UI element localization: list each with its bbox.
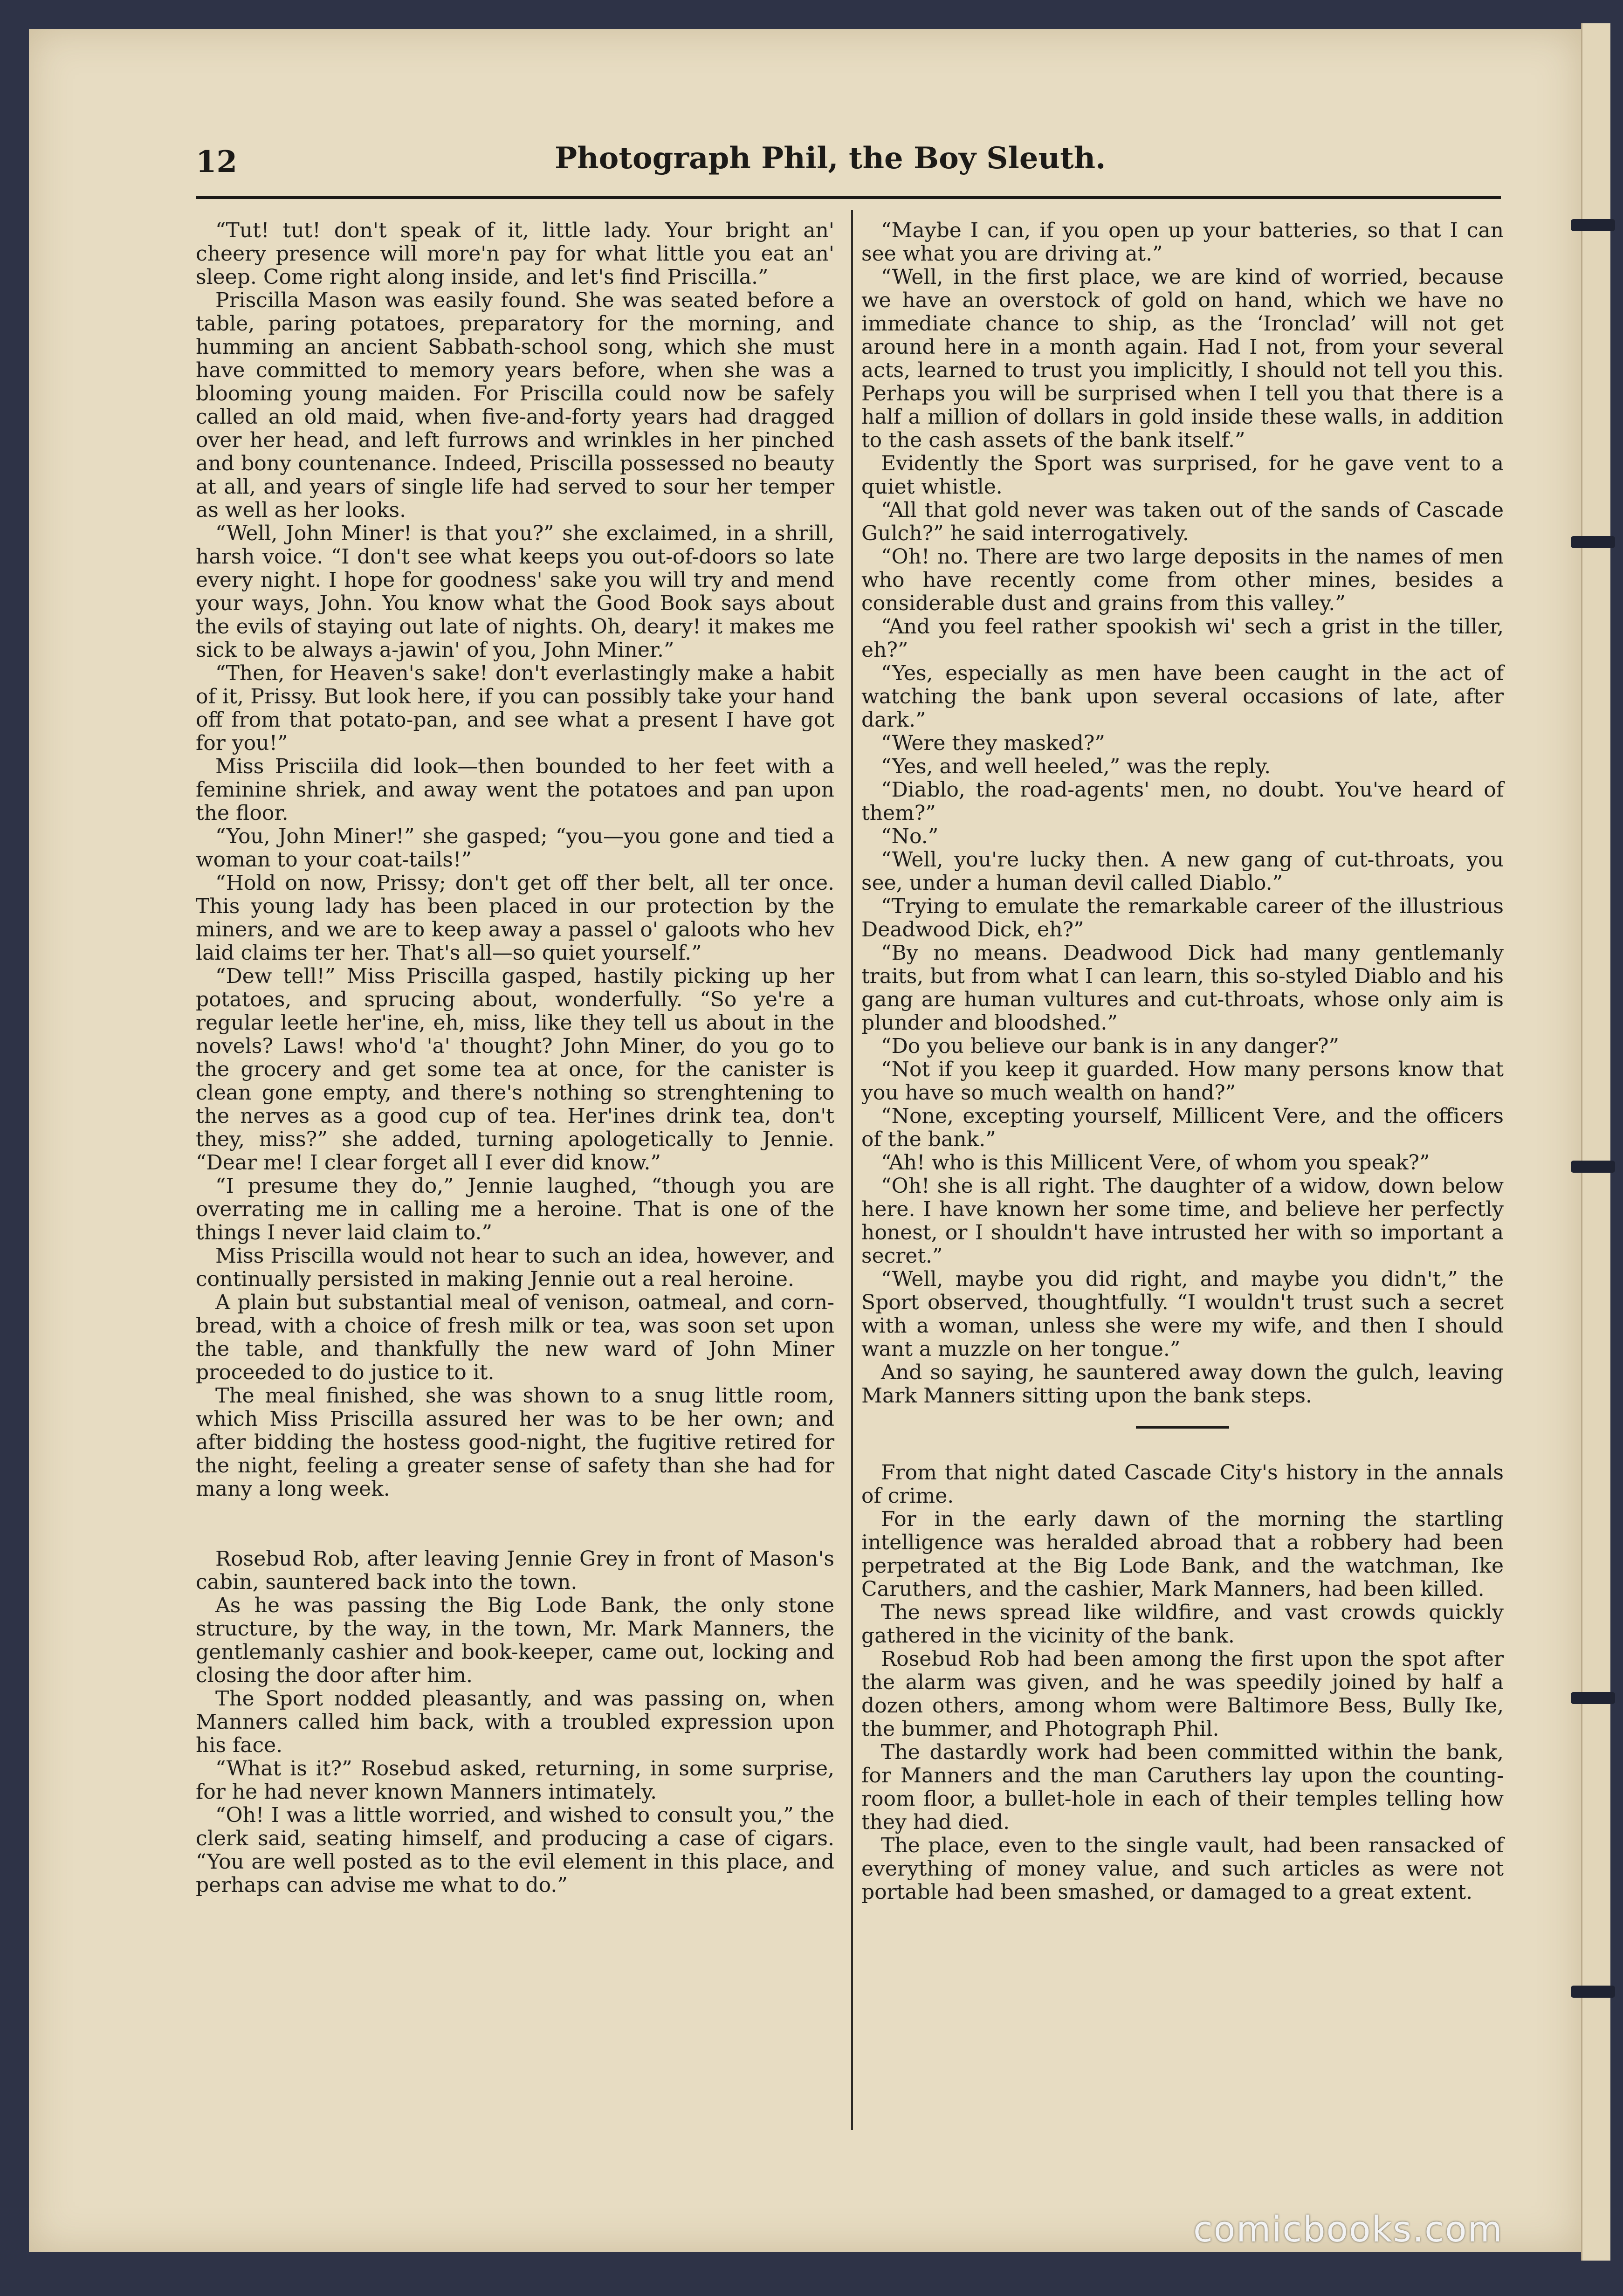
staple-mark-1 — [1571, 219, 1615, 231]
paragraph: “You, John Miner!” she gasped; “you—you gone and tied a woman to your coat-tails!” — [196, 825, 834, 872]
section-gap — [196, 1501, 834, 1547]
paragraph: Rosebud Rob, after leaving Jennie Grey in front of Mason's cabin, sauntered back into the town. — [196, 1547, 834, 1594]
paragraph: “Then, for Heaven's sake! don't everlastingly make a habit of it, Prissy. But look here, if you can possibly take your hand off from that potato-pan, and see what a present I have got for you!” — [196, 661, 834, 755]
left-column — [196, 219, 834, 1897]
paragraph: And so saying, he sauntered away down the gulch, leaving Mark Manners sitting upon the bank steps. — [861, 1361, 1504, 1408]
paragraph: As he was passing the Big Lode Bank, the only stone structure, by the way, in the town, Mr. Mark Manners, the gentlemanly cashier and book-keeper, came out, locking and closing the door after him. — [196, 1594, 834, 1687]
spine-edge — [1581, 23, 1610, 2261]
paragraph: “Well, in the first place, we are kind of worried, because we have an overstock of gold on hand, which we have no immediate chance to ship, as the ‘Ironclad’ will not get around here in a month again. Had I not, from your several acts, learned to trust you implicitly, I should not tell you this. Perhaps you will be surprised when I tell you that there is a half a million of dollars in gold inside these walls, in addition to the cash assets of the bank itself.” — [861, 265, 1504, 452]
paragraph: “No.” — [881, 825, 939, 848]
paragraph: “By no means. Deadwood Dick had many gentlemanly traits, but from what I can learn, this so-styled Diablo and his gang are human vultures and cut-throats, whose only aim is plunder and bloodshed.” — [861, 941, 1504, 1035]
paragraph: For in the early dawn of the morning the startling intelligence was heralded abroad that a robbery had been perpetrated at the Big Lode Bank, and the watchman, Ike Caruthers, and the cashier, Mark Manners, had been killed. — [861, 1507, 1504, 1601]
page-number: 12 — [196, 144, 238, 179]
paragraph: “None, excepting yourself, Millicent Vere, and the officers of the bank.” — [861, 1104, 1504, 1151]
staple-mark-4 — [1571, 1692, 1615, 1704]
column-divider — [851, 210, 853, 2130]
paragraph: “Trying to emulate the remarkable career of the illustrious Deadwood Dick, eh?” — [861, 894, 1504, 942]
paragraph: A plain but substantial meal of venison, oatmeal, and corn-bread, with a choice of fresh milk or tea, was soon set upon the table, and thankfully the new ward of John Miner proceeded to do justice to it. — [196, 1291, 834, 1384]
staple-mark-2 — [1571, 536, 1615, 548]
section-rule — [1136, 1426, 1229, 1429]
paragraph: Evidently the Sport was surprised, for he gave vent to a quiet whistle. — [861, 452, 1504, 499]
paragraph: “Ah! who is this Millicent Vere, of whom you speak?” — [881, 1151, 1430, 1175]
paragraph: “Do you believe our bank is in any danger?” — [881, 1034, 1339, 1058]
paragraph: “Not if you keep it guarded. How many persons know that you have so much wealth on hand?” — [861, 1058, 1504, 1105]
paragraph: “Oh! I was a little worried, and wished to consult you,” the clerk said, seating himself, and producing a case of cigars. “You are well posted as to the evil element in this place, and perhaps can advise me what to do.” — [196, 1803, 834, 1897]
watermark-text: comicbooks.com — [1193, 2208, 1503, 2250]
paragraph: “Well, maybe you did right, and maybe you didn't,” the Sport observed, thoughtfully. “I wouldn't trust such a secret with a woman, unless she were my wife, and then I should want a muzzle on her tongue.” — [861, 1267, 1504, 1361]
header-rule — [196, 196, 1501, 199]
paragraph: “Oh! she is all right. The daughter of a widow, down below here. I have known her some time, and believe her perfectly honest, or I shouldn't have intrusted her with so important a secret.” — [861, 1174, 1504, 1268]
paragraph: “Well, you're lucky then. A new gang of cut-throats, you see, under a human devil called Diablo.” — [861, 848, 1504, 895]
paragraph: The Sport nodded pleasantly, and was passing on, when Manners called him back, with a troubled expression upon his face. — [196, 1687, 834, 1757]
paragraph: “Diablo, the road-agents' men, no doubt. You've heard of them?” — [861, 778, 1504, 825]
paragraph: The meal finished, she was shown to a snug little room, which Miss Priscilla assured her was to be her own; and after bidding the hostess good-night, the fugitive retired for the night, feeling a greater sense of safety than she had for many a long week. — [196, 1384, 834, 1501]
paragraph: “Well, John Miner! is that you?” she exclaimed, in a shrill, harsh voice. “I don't see what keeps you out-of-doors so late every night. I hope for goodness' sake you will try and mend your ways, John. You know what the Good Book says about the evils of staying out late of nights. Oh, deary! it makes me sick to be always a-jawin' of you, John Miner.” — [196, 522, 834, 662]
paragraph: “Hold on now, Prissy; don't get off ther belt, all ter once. This young lady has been placed in our protection by the miners, and we are to keep away a passel o' galoots who hev laid claims ter her. That's all—so quiet yourself.” — [196, 871, 834, 965]
paragraph: “All that gold never was taken out of the sands of Cascade Gulch?” he said interrogatively. — [861, 498, 1504, 545]
running-title: Photograph Phil, the Boy Sleuth. — [555, 141, 1106, 176]
paragraph: Miss Prisciila did look—then bounded to her feet with a feminine shriek, and away went the potatoes and pan upon the floor. — [196, 755, 834, 825]
paragraph: “Were they masked?” — [881, 731, 1105, 755]
paragraph: “Yes, and well heeled,” was the reply. — [881, 755, 1271, 778]
staple-mark-5 — [1571, 1986, 1615, 1998]
paragraph: From that night dated Cascade City's history in the annals of crime. — [861, 1461, 1504, 1508]
paragraph: Rosebud Rob had been among the first upon the spot after the alarm was given, and he was speedily joined by half a dozen others, among whom were Baltimore Bess, Bully Ike, the bummer, and Photograph Phil. — [861, 1647, 1504, 1741]
staple-mark-3 — [1571, 1161, 1615, 1173]
paragraph: The news spread like wildfire, and vast crowds quickly gathered in the vicinity of the bank. — [861, 1601, 1504, 1648]
paragraph: “Oh! no. There are two large deposits in the names of men who have recently come from other mines, besides a considerable dust and grains from this valley.” — [861, 545, 1504, 615]
paragraph: “I presume they do,” Jennie laughed, “though you are overrating me in calling me a heroine. That is one of the things I never laid claim to.” — [196, 1174, 834, 1244]
paragraph: “Yes, especially as men have been caught in the act of watching the bank upon several occasions of late, after dark.” — [861, 661, 1504, 732]
paragraph: Priscilla Mason was easily found. She was seated before a table, paring potatoes, preparatory for the morning, and humming an ancient Sabbath-school song, which she must have committed to memory years before, when she was a blooming young maiden. For Priscilla could now be safely called an old maid, when five-and-forty years had dragged over her head, and left furrows and wrinkles in her pinched and bony countenance. Indeed, Priscilla possessed no beauty at all, and years of single life had served to sour her temper as well as her looks. — [196, 289, 834, 522]
paragraph: “What is it?” Rosebud asked, returning, in some surprise, for he had never known Manners intimately. — [196, 1757, 834, 1804]
paragraph: The dastardly work had been committed within the bank, for Manners and the man Caruthers lay upon the counting-room floor, a bullet-hole in each of their temples telling how they had died. — [861, 1740, 1504, 1834]
right-column — [861, 219, 1504, 1904]
paragraph: The place, even to the single vault, had been ransacked of everything of money value, and such articles as were not portable had been smashed, or damaged to a great extent. — [861, 1834, 1504, 1904]
paragraph: “Dew tell!” Miss Priscilla gasped, hastily picking up her potatoes, and sprucing about, wonderfully. “So ye're a regular leetle her'ine, eh, miss, like they tell us about in the novels? Laws! who'd 'a' thought? John Miner, do you go to the grocery and get some tea at once, for the canister is clean gone empty, and there's nothing so strenghtening to the nerves as a good cup of tea. Her'ines drink tea, don't they, miss?” she added, turning apologetically to Jennie. “Dear me! I clear forget all I ever did know.” — [196, 964, 834, 1175]
paragraph: “Maybe I can, if you open up your batteries, so that I can see what you are driving at.” — [861, 219, 1504, 266]
paragraph: “Tut! tut! don't speak of it, little lady. Your bright an' cheery presence will more'n pay for what little you eat an' sleep. Come right along inside, and let's find Priscilla.” — [196, 219, 834, 289]
paragraph: “And you feel rather spookish wi' sech a grist in the tiller, eh?” — [861, 615, 1504, 662]
paragraph: Miss Priscilla would not hear to such an idea, however, and continually persisted in making Jennie out a real heroine. — [196, 1244, 834, 1291]
